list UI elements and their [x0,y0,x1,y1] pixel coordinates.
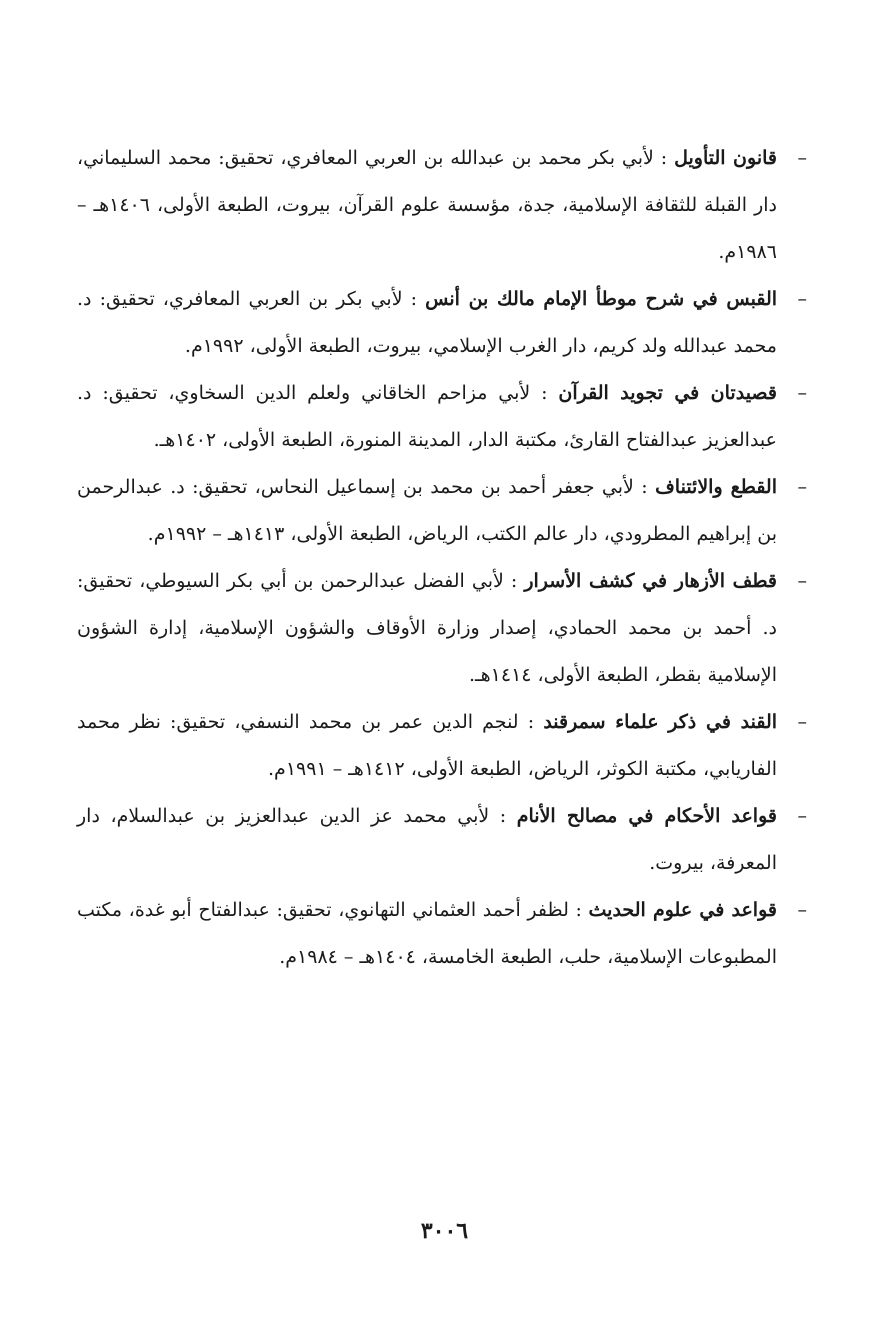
bibliography-list [77,135,807,981]
entry-text: : لأبي محمد عز الدين عبدالعزيز بن عبدالسلام، دار المعرفة، بيروت. [77,805,777,874]
entry-text: : لظفر أحمد العثماني التهانوي، تحقيق: عبدالفتاح أبو غدة، مكتب المطبوعات الإسلامية، حلب، الطبعة الخامسة، ١٤٠٤هـ – ١٩٨٤م. [77,899,777,968]
entry-text: : لأبي بكر بن العربي المعافري، تحقيق: د. محمد عبدالله ولد كريم، دار الغرب الإسلامي، بيروت، الطبعة الأولى، ١٩٩٢م. [77,288,777,357]
entry-title: القبس في شرح موطأ الإمام مالك بن أنس [425,288,778,310]
entry-title: قواعد في علوم الحديث [588,899,777,921]
entry-dash: – [797,711,807,733]
entry-text: : لأبي مزاحم الخاقاني ولعلم الدين السخاوي، تحقيق: د. عبدالعزيز عبدالفتاح القارئ، مكتبة الدار، المدينة المنورة، الطبعة الأولى، ١٤٠٢هـ. [77,382,777,451]
entry-dash: – [797,570,807,592]
entry-dash: – [797,476,807,498]
bibliography-entry [77,276,807,370]
entry-dash: – [797,147,807,169]
entry-text: : لأبي بكر محمد بن عبدالله بن العربي المعافري، تحقيق: محمد السليماني، دار القبلة للثقافة الإسلامية، جدة، مؤسسة علوم القرآن، بيروت، الطبعة الأولى، ١٤٠٦هـ – ١٩٨٦م. [77,147,777,263]
entry-title: قواعد الأحكام في مصالح الأنام [516,805,777,827]
entry-text: : لأبي الفضل عبدالرحمن بن أبي بكر السيوطي، تحقيق: د. أحمد بن محمد الحمادي، إصدار وزارة الأوقاف والشؤون الإسلامية، إدارة الشؤون الإسلامية بقطر، الطبعة الأولى، ١٤١٤هـ. [77,570,777,686]
bibliography-entry [77,558,807,699]
entry-dash: – [797,899,807,921]
entry-text: : لنجم الدين عمر بن محمد النسفي، تحقيق: نظر محمد الفاريابي، مكتبة الكوثر، الرياض، الطبعة الأولى، ١٤١٢هـ – ١٩٩١م. [77,711,777,780]
entry-title: القند في ذكر علماء سمرقند [543,711,778,733]
bibliography-entry [77,370,807,464]
bibliography-entry [77,887,807,981]
entry-text: : لأبي جعفر أحمد بن محمد بن إسماعيل النحاس، تحقيق: د. عبدالرحمن بن إبراهيم المطرودي، دار عالم الكتب، الرياض، الطبعة الأولى، ١٤١٣هـ – ١٩٩٢م. [77,476,777,545]
bibliography-entry [77,699,807,793]
entry-title: قصيدتان في تجويد القرآن [558,382,777,404]
entry-title: القطع والائتناف [655,476,777,498]
bibliography-entry [77,464,807,558]
entry-dash: – [797,382,807,404]
entry-title: قطف الأزهار في كشف الأسرار [524,570,777,592]
entry-title: قانون التأويل [674,147,777,169]
entry-dash: – [797,288,807,310]
entry-dash: – [797,805,807,827]
bibliography-entry [77,793,807,887]
page-number: ٣٠٠٦ [420,1218,469,1244]
bibliography-entry [77,135,807,276]
